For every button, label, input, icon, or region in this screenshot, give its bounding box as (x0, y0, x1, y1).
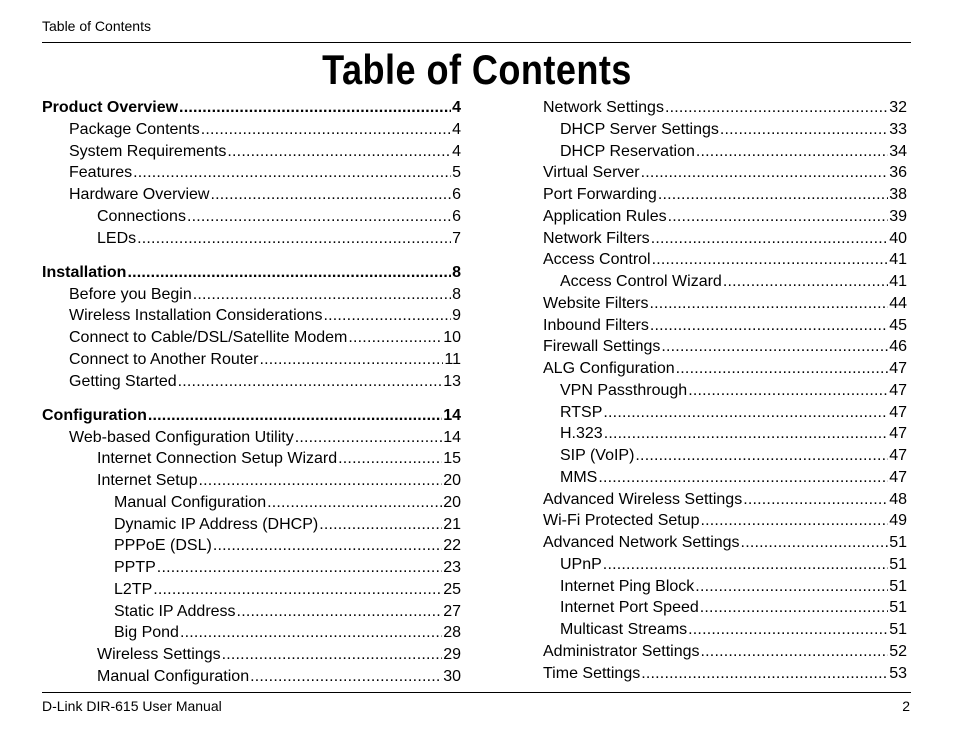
toc-entry-label: Advanced Network Settings (543, 534, 740, 551)
toc-entry[interactable] (42, 601, 461, 623)
dot-leader (338, 448, 442, 470)
toc-entry-page: 20 (443, 493, 461, 511)
toc-entry-label: RTSP (560, 403, 603, 421)
running-header: Table of Contents (42, 18, 151, 34)
footer-page-number: 2 (902, 698, 910, 714)
toc-entry[interactable] (543, 206, 907, 228)
toc-entry[interactable] (42, 371, 461, 393)
dot-leader (237, 601, 443, 623)
dot-leader (148, 405, 442, 427)
toc-entry-label: Firewall Settings (543, 338, 661, 356)
toc-entry-label: Wi-Fi Protected Setup (543, 512, 700, 530)
toc-entry-label: Inbound Filters (543, 316, 649, 334)
dot-leader (319, 514, 442, 536)
toc-entry-page: 53 (889, 664, 907, 682)
toc-entry-label: Advanced Wireless Settings (543, 490, 743, 508)
dot-leader (222, 644, 443, 666)
dot-leader (153, 579, 442, 601)
toc-entry[interactable] (42, 305, 461, 327)
dot-leader (137, 228, 451, 250)
dot-leader (688, 380, 888, 402)
dot-leader (723, 271, 888, 293)
dot-leader (720, 119, 888, 141)
toc-entry[interactable] (543, 97, 907, 119)
dot-leader (187, 206, 451, 228)
toc-entry[interactable] (543, 380, 907, 402)
toc-entry[interactable] (543, 489, 907, 511)
toc-entry-label: ALG Configuration (543, 360, 675, 377)
dot-leader (688, 619, 888, 641)
dot-leader (658, 184, 888, 206)
toc-entry-label: Port Forwarding (543, 186, 657, 203)
toc-entry-label: SIP (VoIP) (560, 447, 635, 464)
dot-leader (604, 423, 889, 445)
toc-entry[interactable] (543, 576, 907, 598)
toc-entry-label: Product Overview (42, 99, 179, 116)
toc-entry[interactable] (42, 535, 461, 557)
toc-entry[interactable] (42, 557, 461, 579)
dot-leader (295, 427, 443, 449)
toc-entry-page: 41 (889, 273, 907, 290)
toc-entry[interactable] (42, 492, 461, 514)
toc-entry[interactable] (42, 448, 461, 470)
toc-entry-page: 14 (443, 428, 461, 446)
toc-entry-label: Wireless Settings (97, 646, 221, 663)
toc-entry-label: Virtual Server (543, 164, 640, 182)
toc-entry-page: 46 (889, 338, 907, 356)
dot-leader (603, 402, 888, 424)
toc-entry-label: Static IP Address (114, 602, 236, 620)
toc-entry[interactable] (42, 162, 461, 184)
dot-leader (133, 162, 451, 184)
toc-entry-page: 4 (452, 99, 461, 116)
toc-entry-label: Network Settings (543, 99, 664, 116)
toc-entry[interactable] (543, 554, 907, 576)
dot-leader (741, 532, 889, 554)
toc-entry[interactable] (543, 228, 907, 250)
toc-entry-page: 23 (443, 559, 461, 576)
toc-entry-page: 51 (889, 555, 907, 573)
toc-entry-page: 6 (452, 207, 461, 225)
toc-entry-label: PPPoE (DSL) (114, 537, 212, 555)
footer-manual-name: D-Link DIR-615 User Manual (42, 698, 222, 714)
toc-entry-label: Web-based Configuration Utility (69, 428, 294, 446)
dot-leader (250, 666, 442, 688)
dot-leader (650, 315, 888, 337)
toc-entry-label: PPTP (114, 559, 156, 576)
toc-left-column (42, 97, 461, 688)
toc-entry[interactable] (543, 358, 907, 380)
toc-entry[interactable] (42, 262, 461, 284)
dot-leader (603, 554, 888, 576)
toc-entry-page: 47 (889, 381, 907, 399)
toc-entry-label: Package Contents (69, 120, 200, 138)
toc-entry-page: 45 (889, 316, 907, 334)
dot-leader (743, 489, 888, 511)
toc-entry-page: 44 (889, 294, 907, 312)
dot-leader (668, 206, 889, 228)
toc-entry[interactable] (42, 349, 461, 371)
toc-entry-label: Administrator Settings (543, 642, 700, 660)
dot-leader (650, 293, 889, 315)
toc-entry-page: 34 (889, 142, 907, 160)
footer-divider (42, 692, 911, 693)
toc-entry-label: Internet Connection Setup Wizard (97, 450, 338, 468)
toc-entry-page: 51 (889, 621, 907, 638)
toc-entry-label: MMS (560, 468, 598, 486)
toc-entry-label: Configuration (42, 406, 147, 424)
toc-entry[interactable] (42, 119, 461, 141)
toc-entry-label: Features (69, 164, 133, 182)
toc-entry-page: 36 (889, 164, 907, 182)
toc-entry-label: Connect to Cable/DSL/Satellite Modem (69, 329, 348, 346)
dot-leader (201, 119, 451, 141)
toc-entry-label: Hardware Overview (69, 186, 210, 203)
toc-entry[interactable] (42, 514, 461, 536)
toc-entry[interactable] (543, 184, 907, 206)
toc-entry[interactable] (543, 532, 907, 554)
dot-leader (259, 349, 443, 371)
toc-entry-label: Getting Started (69, 372, 177, 390)
toc-entry[interactable] (42, 284, 461, 306)
toc-entry-label: Connect to Another Router (69, 350, 259, 368)
toc-entry-label: Internet Ping Block (560, 577, 695, 595)
toc-entry[interactable] (543, 162, 907, 184)
dot-leader (210, 184, 451, 206)
toc-entry-label: Network Filters (543, 229, 650, 247)
dot-leader (665, 97, 888, 119)
toc-entry-label: L2TP (114, 580, 153, 598)
toc-entry[interactable] (543, 597, 907, 619)
toc-entry[interactable] (543, 510, 907, 532)
toc-entry-label: Internet Port Speed (560, 599, 699, 617)
toc-entry-page: 51 (889, 577, 907, 595)
toc-entry[interactable] (42, 97, 461, 119)
toc-entry-label: DHCP Reservation (560, 142, 695, 160)
dot-leader (199, 470, 443, 492)
toc-entry-page: 32 (889, 99, 907, 116)
toc-entry-page: 11 (444, 350, 461, 368)
toc-entry[interactable] (543, 119, 907, 141)
toc-entry-page: 8 (452, 263, 461, 281)
toc-entry-label: Access Control Wizard (560, 273, 722, 290)
toc-entry[interactable] (42, 622, 461, 644)
dot-leader (641, 663, 888, 685)
dot-leader (651, 228, 889, 250)
toc-entry[interactable] (543, 315, 907, 337)
header-divider (42, 42, 911, 43)
dot-leader (641, 162, 889, 184)
toc-entry-page: 9 (452, 307, 461, 325)
toc-entry-page: 25 (443, 580, 461, 598)
toc-entry[interactable] (543, 445, 907, 467)
toc-entry-label: Application Rules (543, 207, 667, 225)
toc-entry-page: 15 (443, 450, 461, 468)
toc-entry-label: LEDs (97, 229, 137, 247)
toc-entry-page: 10 (443, 329, 461, 346)
toc-entry[interactable] (543, 467, 907, 489)
toc-entry-page: 49 (889, 512, 907, 530)
toc-entry-page: 20 (443, 472, 461, 489)
dot-leader (676, 358, 889, 380)
toc-entry-label: Internet Setup (97, 472, 198, 489)
toc-entry-label: DHCP Server Settings (560, 120, 719, 138)
toc-entry-page: 40 (889, 229, 907, 247)
dot-leader (652, 249, 889, 271)
dot-leader (157, 557, 442, 579)
toc-entry-page: 29 (443, 646, 461, 663)
toc-entry[interactable] (42, 405, 461, 427)
toc-entry-page: 47 (889, 425, 907, 443)
toc-entry-label: H.323 (560, 425, 603, 443)
page-title: Table of Contents (322, 46, 632, 93)
toc-entry[interactable] (42, 579, 461, 601)
toc-entry-label: Website Filters (543, 294, 649, 312)
toc-entry-page: 39 (889, 207, 907, 225)
dot-leader (701, 510, 889, 532)
toc-entry-page: 4 (452, 120, 461, 138)
dot-leader (661, 336, 888, 358)
toc-entry-label: Before you Begin (69, 285, 192, 303)
toc-entry-page: 47 (889, 447, 907, 464)
toc-entry[interactable] (42, 228, 461, 250)
toc-entry-page: 4 (452, 142, 461, 160)
dot-leader (227, 141, 451, 163)
toc-entry-label: Manual Configuration (97, 667, 250, 685)
toc-entry-page: 7 (452, 229, 461, 247)
toc-entry-label: Connections (97, 207, 186, 225)
dot-leader (700, 597, 888, 619)
toc-entry[interactable] (543, 663, 907, 685)
toc-entry-label: Access Control (543, 251, 651, 269)
dot-leader (695, 576, 888, 598)
toc-entry-page: 41 (889, 251, 907, 269)
toc-entry[interactable] (543, 249, 907, 271)
toc-entry-page: 21 (443, 515, 461, 533)
toc-entry[interactable] (42, 427, 461, 449)
dot-leader (193, 284, 451, 306)
toc-entry-label: Manual Configuration (114, 493, 267, 511)
toc-entry[interactable] (543, 619, 907, 641)
toc-entry[interactable] (543, 141, 907, 163)
dot-leader (635, 445, 888, 467)
toc-entry-label: Dynamic IP Address (DHCP) (114, 515, 319, 533)
toc-entry-page: 52 (889, 642, 907, 660)
toc-entry[interactable] (543, 271, 907, 293)
toc-entry[interactable] (42, 470, 461, 492)
dot-leader (701, 641, 889, 663)
toc-entry-label: VPN Passthrough (560, 381, 688, 399)
dot-leader (696, 141, 888, 163)
toc-entry[interactable] (42, 206, 461, 228)
toc-entry-page: 47 (889, 360, 907, 377)
toc-entry[interactable] (42, 141, 461, 163)
toc-entry-label: System Requirements (69, 142, 227, 160)
dot-leader (179, 97, 451, 119)
toc-entry-page: 22 (443, 537, 461, 555)
toc-entry-page: 28 (443, 624, 461, 642)
dot-leader (348, 327, 442, 349)
toc-entry-label: Big Pond (114, 624, 179, 642)
toc-entry-page: 6 (452, 186, 461, 203)
dot-leader (178, 371, 443, 393)
toc-entry[interactable] (42, 666, 461, 688)
toc-entry-page: 5 (452, 164, 461, 182)
toc-entry[interactable] (42, 327, 461, 349)
dot-leader (323, 305, 451, 327)
toc-entry[interactable] (543, 641, 907, 663)
toc-entry-label: Wireless Installation Considerations (69, 307, 323, 325)
toc-entry[interactable] (42, 644, 461, 666)
toc-entry[interactable] (543, 293, 907, 315)
toc-right-column (543, 97, 907, 684)
toc-entry-page: 38 (889, 186, 907, 203)
toc-entry-page: 30 (443, 667, 461, 685)
toc-entry-label: Installation (42, 263, 127, 281)
toc-entry-label: Multicast Streams (560, 621, 688, 638)
toc-entry-label: UPnP (560, 555, 602, 573)
toc-entry-page: 47 (889, 468, 907, 486)
toc-entry-page: 47 (889, 403, 907, 421)
toc-entry-label: Time Settings (543, 664, 641, 682)
toc-entry[interactable] (42, 184, 461, 206)
toc-entry-page: 48 (889, 490, 907, 508)
toc-entry-page: 51 (889, 534, 907, 551)
toc-entry-page: 27 (443, 602, 461, 620)
toc-entry[interactable] (543, 423, 907, 445)
dot-leader (598, 467, 888, 489)
toc-entry-page: 51 (889, 599, 907, 617)
dot-leader (180, 622, 442, 644)
dot-leader (213, 535, 442, 557)
toc-entry-page: 33 (889, 120, 907, 138)
toc-entry[interactable] (543, 336, 907, 358)
toc-entry-page: 14 (443, 406, 461, 424)
toc-entry-page: 13 (443, 372, 461, 390)
toc-entry-page: 8 (452, 285, 461, 303)
dot-leader (127, 262, 451, 284)
dot-leader (267, 492, 442, 514)
toc-entry[interactable] (543, 402, 907, 424)
